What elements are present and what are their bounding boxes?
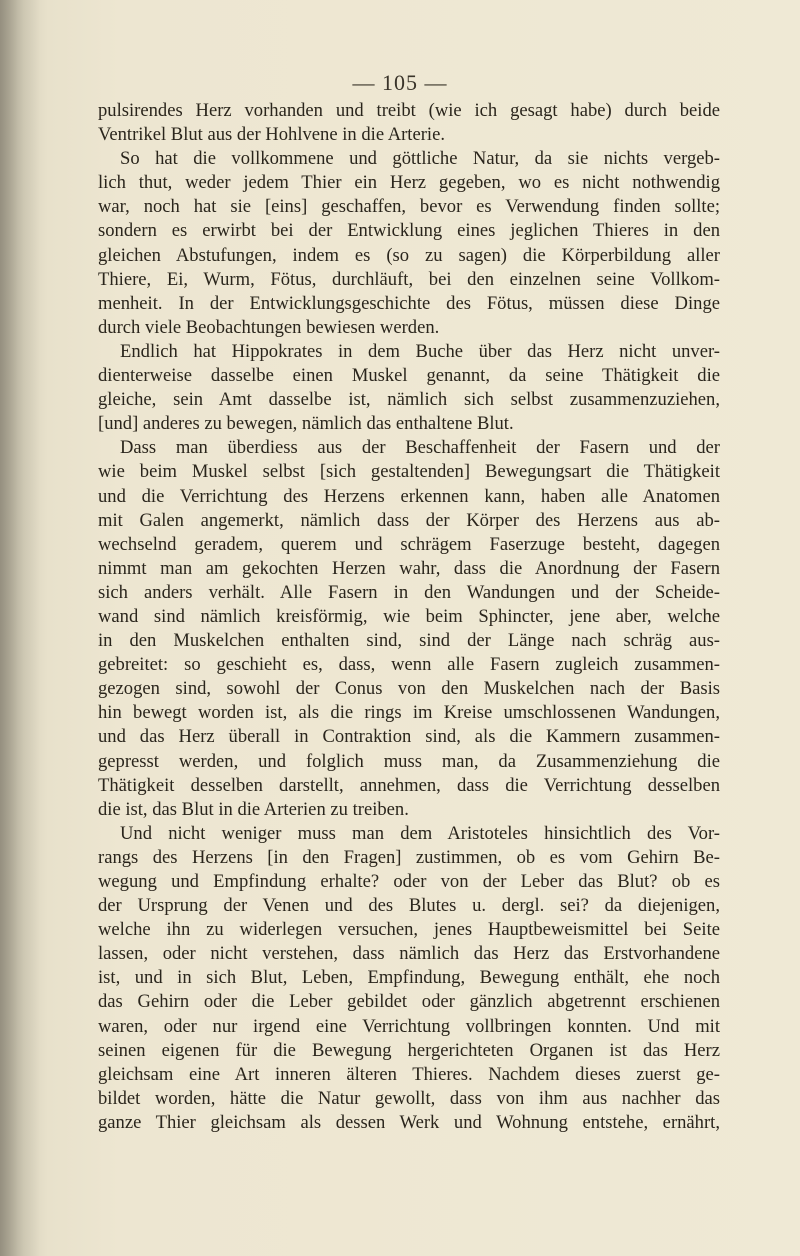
text-line: durch viele Beobachtungen bewiesen werden.	[98, 316, 440, 338]
text-line: wegung und Empfindung erhalte? oder von der Leber das Blut? ob es	[98, 871, 720, 892]
text-line: Dass man überdiess aus der Beschaffenheit der Fasern und der	[120, 437, 720, 459]
text-line: lassen, oder nicht verstehen, dass nämlich das Herz das Erstvorhandene	[98, 943, 720, 965]
text-line: der Ursprung der Venen und des Blutes u. dergl. sei? da diejenigen,	[98, 895, 720, 917]
text-line: menheit. In der Entwicklungsgeschichte des Fötus, müssen diese Dinge	[98, 292, 720, 314]
text-line: war, noch hat sie [eins] geschaffen, bevor es Verwendung finden sollte;	[98, 196, 720, 218]
text-line: wechselnd geradem, querem und schrägem Faserzuge besteht, dagegen	[98, 533, 720, 555]
page-number: — 105 —	[352, 70, 448, 95]
text-line: rangs des Herzens [in den Fragen] zustimmen, ob es vom Gehirn Be-	[98, 846, 720, 868]
text-line: hin bewegt worden ist, als die rings im Kreise umschlossenen Wandungen,	[98, 702, 720, 724]
text-line: Thätigkeit desselben darstellt, annehmen, dass die Verrichtung desselben	[98, 774, 720, 796]
text-line: Und nicht weniger muss man dem Aristoteles hinsichtlich des Vor-	[120, 822, 720, 844]
text-line: nimmt man am gekochten Herzen wahr, dass die Anordnung der Fasern	[98, 557, 720, 579]
text-line: gebreitet: so geschieht es, dass, wenn alle Fasern zugleich zusammen-	[98, 654, 720, 676]
text-line: gleichsam eine Art inneren älteren Thieres. Nachdem dieses zuerst ge-	[98, 1063, 720, 1085]
text-line: wand sind nämlich kreisförmig, wie beim Sphincter, jene aber, welche	[98, 605, 720, 627]
text-line: pulsirendes Herz vorhanden und treibt (wie ich gesagt habe) durch beide	[98, 100, 720, 121]
text-line: Thiere, Ei, Wurm, Fötus, durchläuft, bei den einzelnen seine Vollkom-	[98, 268, 720, 290]
text-line: lich thut, weder jedem Thier ein Herz gegeben, wo es nicht nothwendig	[98, 172, 720, 194]
page-spine-shadow	[0, 0, 40, 1256]
text-line: sondern es erwirbt bei der Entwicklung eines jeglichen Thieres in den	[98, 220, 720, 242]
text-line: seinen eigenen für die Bewegung hergerichteten Organen ist das Herz	[98, 1039, 720, 1061]
text-line: in den Muskelchen enthalten sind, sind der Länge nach schräg aus-	[98, 630, 720, 652]
text-line: ist, und in sich Blut, Leben, Empfindung, Bewegung enthält, ehe noch	[98, 967, 720, 989]
text-line: gezogen sind, sowohl der Conus von den Muskelchen nach der Basis	[98, 678, 720, 700]
text-line: So hat die vollkommene und göttliche Natur, da sie nichts vergeb-	[120, 148, 720, 170]
text-line: gleiche, sein Amt dasselbe ist, nämlich sich selbst zusammenzuziehen,	[98, 389, 720, 411]
page-body-text	[98, 99, 720, 1135]
text-line: [und] anderes zu bewegen, nämlich das enthaltene Blut.	[98, 413, 514, 435]
text-line: sich anders verhält. Alle Fasern in den Wandungen und der Scheide-	[98, 581, 720, 603]
text-line: dienterweise dasselbe einen Muskel genannt, da seine Thätigkeit die	[98, 365, 720, 387]
text-line: wie beim Muskel selbst [sich gestaltenden] Bewegungsart die Thätigkeit	[98, 461, 720, 483]
text-line: gepresst werden, und folglich muss man, da Zusammenziehung die	[98, 750, 720, 772]
text-line: bildet worden, hätte die Natur gewollt, dass von ihm aus nachher das	[98, 1087, 720, 1109]
text-line: das Gehirn oder die Leber gebildet oder gänzlich abgetrennt erschienen	[98, 991, 720, 1013]
text-line: ganze Thier gleichsam als dessen Werk und Wohnung entstehe, ernährt,	[98, 1111, 720, 1133]
text-line: welche ihn zu widerlegen versuchen, jenes Hauptbeweismittel bei Seite	[98, 919, 720, 941]
text-line: waren, oder nur irgend eine Verrichtung vollbringen konnten. Und mit	[98, 1015, 720, 1037]
text-line: Ventrikel Blut aus der Hohlvene in die Arterie.	[98, 124, 445, 146]
text-line: Endlich hat Hippokrates in dem Buche über das Herz nicht unver-	[120, 340, 720, 362]
text-line: und das Herz überall in Contraktion sind, als die Kammern zusammen-	[98, 726, 720, 748]
text-line: gleichen Abstufungen, indem es (so zu sagen) die Körperbildung aller	[98, 244, 720, 266]
text-line: mit Galen angemerkt, nämlich dass der Körper des Herzens aus ab-	[98, 509, 720, 531]
text-line: die ist, das Blut in die Arterien zu treiben.	[98, 798, 409, 820]
text-line: und die Verrichtung des Herzens erkennen kann, haben alle Anatomen	[98, 485, 720, 507]
